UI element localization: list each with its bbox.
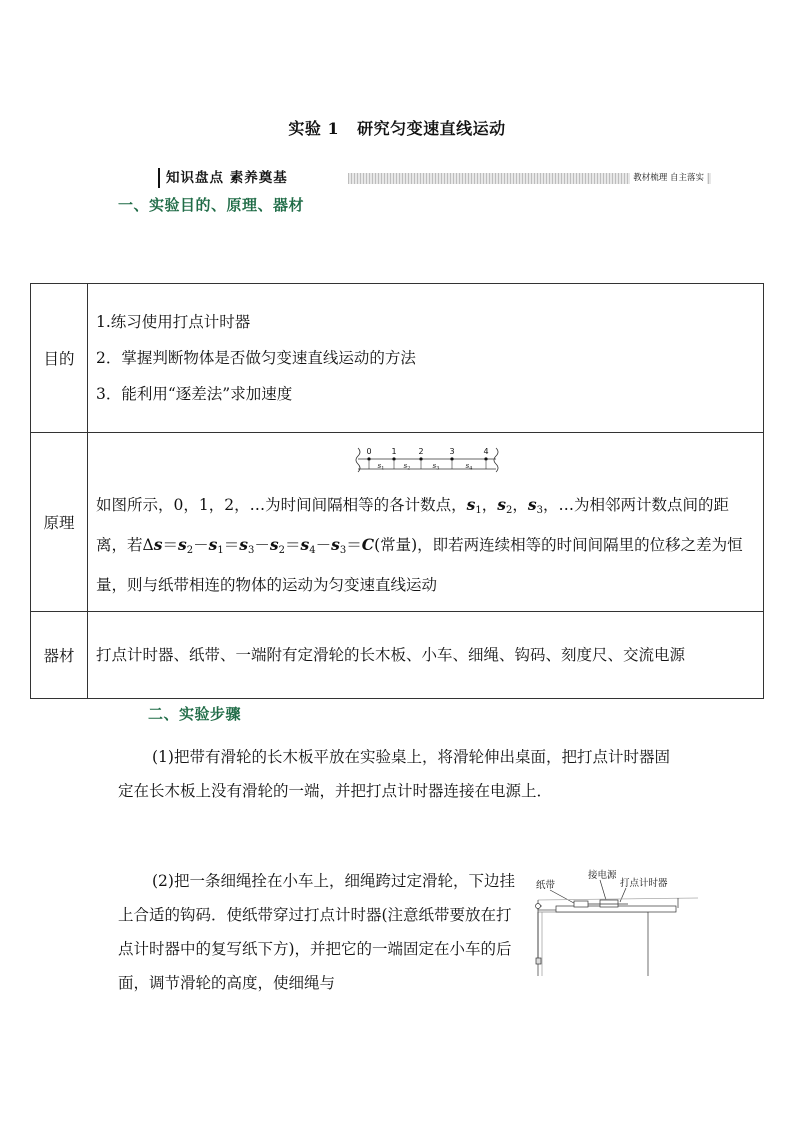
purpose-item: 1.练习使用打点计时器: [96, 313, 251, 331]
section-banner: [158, 168, 711, 188]
tape-point-label: 1: [390, 447, 397, 456]
info-table: [30, 283, 764, 699]
purpose-item: 2．掌握判断物体是否做匀变速直线运动的方法: [96, 349, 416, 367]
tape-segment-label: $s_3$: [432, 462, 439, 472]
tape-segment-label: $s_2$: [403, 462, 410, 472]
purpose-head: 目的: [31, 284, 88, 433]
label-timer: 打点计时器: [620, 878, 668, 889]
principle-head: 原理: [31, 433, 88, 612]
section-heading-2: 二、实验步骤: [148, 705, 242, 723]
principle-text: 如图所示，0，1，2，…为时间间隔相等的各计数点，$s_1$，$s_2$，$s_3$，…为相邻两计数点间的距离，若$\Delta s=s_2-s_1=s_3-s_2=s_4-s_3=C$(常量)，即若两连续相等的时间间隔里的位移之差为恒量，则与纸带相连的物体的运动为匀变速直线运动: [96, 495, 743, 594]
section-heading-1: 一、实验目的、原理、器材: [118, 196, 305, 214]
equipment-head: 器材: [31, 612, 88, 699]
apparatus-figure: [528, 868, 698, 978]
step-2: (2)把一条细绳拴在小车上，细绳跨过定滑轮，下边挂上合适的钩码．使纸带穿过打点计时器(注意纸带要放在打点计时器中的复写纸下方)，并把它的一端固定在小车的后面，调节滑轮的高度，使细绳与: [118, 872, 515, 992]
purpose-body: [88, 284, 764, 433]
row-equipment: [31, 612, 764, 699]
tape-point-label: 2: [417, 447, 424, 456]
banner-subtitle: 教材梳理 自主落实: [630, 173, 707, 184]
principle-body: [88, 433, 764, 612]
tape-point-label: 4: [482, 447, 489, 456]
label-paper-tape: 纸带: [536, 880, 556, 891]
tape-segment-label: $s_1$: [377, 462, 384, 472]
tape-point-label: 3: [448, 447, 455, 456]
tape-point-label: 0: [365, 447, 372, 456]
row-principle: [31, 433, 764, 612]
row-purpose: [31, 284, 764, 433]
equipment-body: 打点计时器、纸带、一端附有定滑轮的长木板、小车、细绳、钩码、刻度尺、交流电源: [88, 612, 764, 699]
paper-tape-figure: [352, 444, 502, 478]
page-title: 实验 1 研究匀变速直线运动: [288, 119, 506, 138]
step-1: (1)把带有滑轮的长木板平放在实验桌上，将滑轮伸出桌面，把打点计时器固定在长木板上没有滑轮的一端，并把打点计时器连接在电源上．: [118, 748, 670, 800]
tape-segment-label: $s_4$: [465, 462, 472, 472]
banner-label: 知识盘点 素养奠基: [158, 168, 296, 188]
purpose-item: 3．能利用“逐差法”求加速度: [96, 385, 293, 403]
label-power: 接电源: [588, 870, 617, 881]
